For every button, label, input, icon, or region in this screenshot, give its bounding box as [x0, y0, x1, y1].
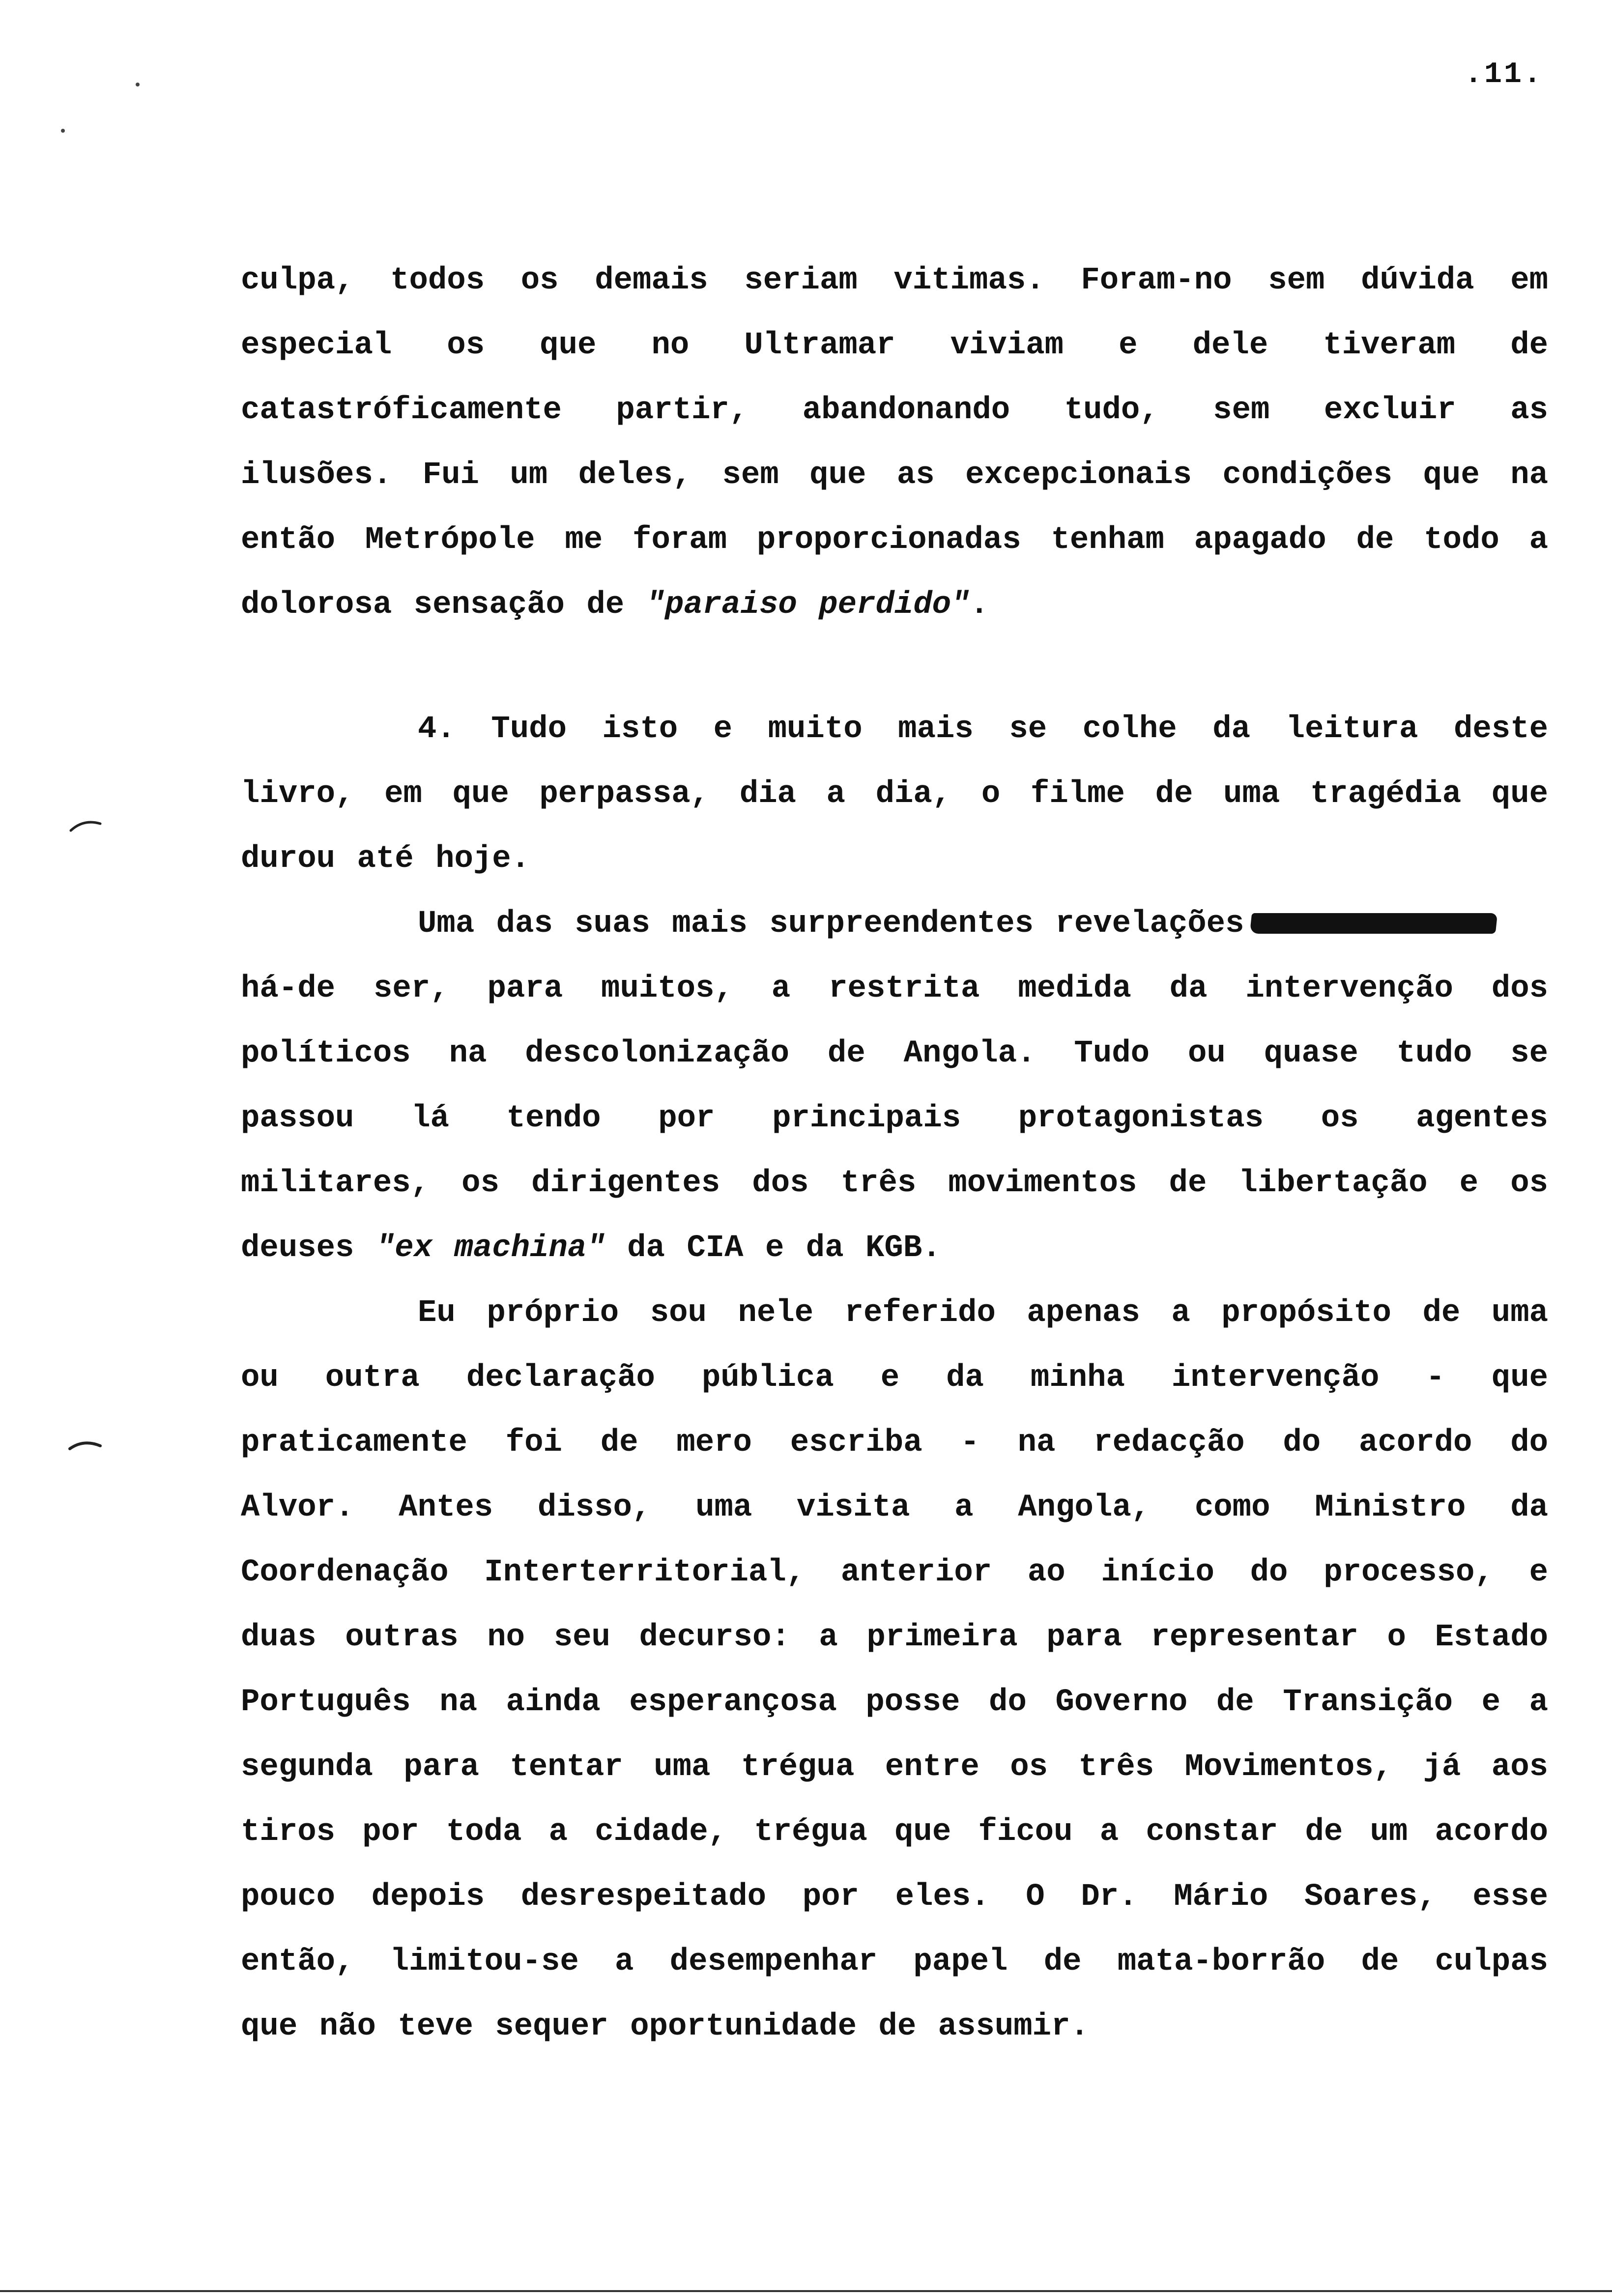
- text-run: Uma das suas mais surpreendentes revelações: [418, 906, 1244, 942]
- text-line: [241, 891, 1548, 956]
- text-line: Eu próprio sou nele referido apenas a propósito de uma: [418, 1295, 1548, 1331]
- text-line: políticos na descolonização de Angola. Tudo ou quase tudo se: [241, 1036, 1548, 1071]
- text-run: da CIA e da KGB.: [605, 1231, 941, 1266]
- section-4: [241, 697, 1548, 2059]
- text-line: passou lá tendo por principais protagonistas os agentes: [241, 1101, 1548, 1136]
- text-line: Coordenação Interterritorial, anterior ao início do processo, e: [241, 1555, 1548, 1590]
- punch-hole-mark-lower: [68, 1435, 103, 1453]
- text-line: culpa, todos os demais seriam vitimas. Foram-no sem dúvida em: [241, 263, 1548, 298]
- text-line: livro, em que perpassa, dia a dia, o filme de uma tragédia que: [241, 776, 1548, 812]
- text-line: pouco depois desrespeitado por eles. O Dr. Mário Soares, esse: [241, 1879, 1548, 1915]
- text-line: praticamente foi de mero escriba - na redacção do acordo do: [241, 1425, 1548, 1461]
- page-bottom-edge: [0, 2290, 1612, 2292]
- text-line: Português na ainda esperançosa posse do Governo de Transição e a: [241, 1685, 1548, 1720]
- text-line: ilusões. Fui um deles, sem que as excepcionais condições que na: [241, 458, 1548, 493]
- text-line: há-de ser, para muitos, a restrita medida da intervenção dos: [241, 971, 1548, 1006]
- text-line: [241, 573, 1548, 637]
- paragraph-continuation: [241, 248, 1548, 637]
- text-run: deuses: [241, 1231, 376, 1266]
- text-line: duas outras no seu decurso: a primeira para representar o Estado: [241, 1620, 1548, 1655]
- text-line: especial os que no Ultramar viviam e dele tiveram de: [241, 328, 1548, 363]
- italic-quote: "paraiso perdido": [646, 587, 970, 623]
- text-line: militares, os dirigentes dos três movimentos de libertação e os: [241, 1166, 1548, 1201]
- text-line: tiros por toda a cidade, trégua que ficou a constar de um acordo: [241, 1814, 1548, 1850]
- scan-speck-top: [133, 80, 143, 89]
- redaction-mark: [1250, 913, 1497, 934]
- text-line: então Metrópole me foram proporcionadas tenham apagado de todo a: [241, 522, 1548, 558]
- text-line: catastróficamente partir, abandonando tudo, sem excluir as: [241, 393, 1548, 428]
- text-line: ou outra declaração pública e da minha intervenção - que: [241, 1360, 1548, 1396]
- text-line: que não teve sequer oportunidade de assumir.: [241, 2009, 1089, 2044]
- text-line: [241, 1216, 1548, 1281]
- text-run: .: [970, 587, 989, 623]
- scan-speck-left: [58, 126, 68, 136]
- text-line: Alvor. Antes disso, uma visita a Angola, como Ministro da: [241, 1490, 1548, 1525]
- text-line: segunda para tentar uma trégua entre os três Movimentos, já aos: [241, 1750, 1548, 1785]
- text-run: dolorosa sensação de: [241, 587, 646, 623]
- italic-quote: "ex machina": [375, 1231, 605, 1266]
- text-line: 4. Tudo isto e muito mais se colhe da leitura deste: [418, 712, 1548, 747]
- punch-hole-mark-upper: [69, 816, 103, 833]
- text-line: então, limitou-se a desempenhar papel de mata-borrão de culpas: [241, 1944, 1548, 1980]
- page-number: .11.: [1464, 58, 1543, 91]
- text-line: durou até hoje.: [241, 841, 530, 877]
